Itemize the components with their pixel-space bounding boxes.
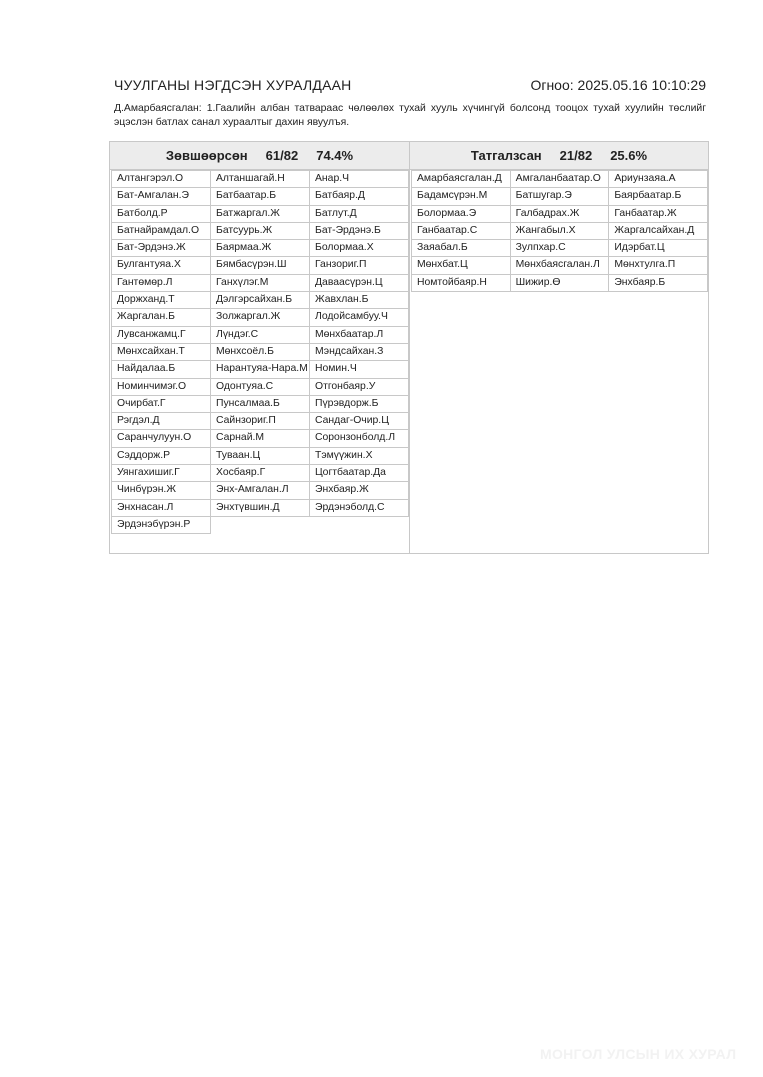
watermark: МОНГОЛ УЛСЫН ИХ ХУРАЛ [540, 1046, 737, 1062]
approve-name-cell: Саранчулуун.О [111, 429, 211, 447]
approve-name-cell: Найдалаа.Б [111, 360, 211, 378]
approve-label: Зөвшөөрсөн [165, 148, 248, 163]
approve-name-cell: Даваасүрэн.Ц [309, 274, 409, 292]
approve-name-cell: Батбаяр.Д [309, 187, 409, 205]
approve-name-cell: Сарнай.М [210, 429, 310, 447]
approve-name-cell: Лүндэг.С [210, 326, 310, 344]
approve-name-cell: Отгонбаяр.У [309, 378, 409, 396]
approve-name-cell: Батнайрамдал.О [111, 222, 211, 240]
header [114, 77, 706, 97]
reject-name-cell: Ариунзаяа.А [608, 170, 708, 188]
approve-name-cell: Нарантуяа-Нара.М [210, 360, 310, 378]
approve-name-cell: Рэгдэл.Д [111, 412, 211, 430]
approve-name-cell: Тэмүүжин.Х [309, 447, 409, 465]
reject-name-cell: Батшугар.Э [510, 187, 610, 205]
approve-name-cell: Сэддорж.Р [111, 447, 211, 465]
approve-name-cell: Бат-Амгалан.Э [111, 187, 211, 205]
approve-name-cell: Батжаргал.Ж [210, 205, 310, 223]
reject-name-cell: Жаргалсайхан.Д [608, 222, 708, 240]
approve-names-grid [111, 170, 408, 533]
approve-name-cell: Батбаатар.Б [210, 187, 310, 205]
approve-percent: 74.4% [316, 148, 354, 163]
approve-name-cell: Булгантуяа.Х [111, 256, 211, 274]
approve-count: 61/82 [265, 148, 299, 163]
reject-name-cell: Мөнхбаясгалан.Л [510, 256, 610, 274]
session-datetime: Огноо: 2025.05.16 10:10:29 [530, 77, 706, 93]
reject-name-cell: Ганбаатар.Ж [608, 205, 708, 223]
approve-name-cell: Сандаг-Очир.Ц [309, 412, 409, 430]
approve-name-cell: Пүрэвдорж.Б [309, 395, 409, 413]
reject-names-grid [411, 170, 707, 291]
session-title: ЧУУЛГАНЫ НЭГДСЭН ХУРАЛДААН [114, 77, 352, 93]
approve-name-cell: Ганхүлэг.М [210, 274, 310, 292]
reject-header [410, 142, 708, 170]
approve-name-cell: Гантөмөр.Л [111, 274, 211, 292]
approve-name-cell: Батболд.Р [111, 205, 211, 223]
approve-header [110, 142, 409, 170]
approve-name-cell: Энхтүвшин.Д [210, 499, 310, 517]
approve-name-cell: Бат-Эрдэнэ.Ж [111, 239, 211, 257]
approve-name-cell: Бат-Эрдэнэ.Б [309, 222, 409, 240]
reject-name-cell: Мөнхбат.Ц [411, 256, 511, 274]
approve-name-cell: Пунсалмаа.Б [210, 395, 310, 413]
approve-name-cell: Мөнхсоёл.Б [210, 343, 310, 361]
reject-percent: 25.6% [610, 148, 648, 163]
approve-name-cell: Бямбасүрэн.Ш [210, 256, 310, 274]
approve-name-cell: Энх-Амгалан.Л [210, 481, 310, 499]
approve-name-cell: Дэлгэрсайхан.Б [210, 291, 310, 309]
approve-name-cell: Номинчимэг.О [111, 378, 211, 396]
approve-name-cell: Одонтуяа.С [210, 378, 310, 396]
approve-name-cell: Энхбаяр.Ж [309, 481, 409, 499]
reject-name-cell: Заяабал.Б [411, 239, 511, 257]
approve-name-cell: Очирбат.Г [111, 395, 211, 413]
reject-name-cell: Амарбаясгалан.Д [411, 170, 511, 188]
reject-name-cell: Зулпхар.С [510, 239, 610, 257]
approve-name-cell: Энхнасан.Л [111, 499, 211, 517]
approve-name-cell: Туваан.Ц [210, 447, 310, 465]
approve-name-cell: Болормаа.Х [309, 239, 409, 257]
reject-panel [410, 141, 709, 554]
approve-name-cell: Соронзонболд.Л [309, 429, 409, 447]
reject-name-cell: Галбадрах.Ж [510, 205, 610, 223]
approve-name-cell: Алтангэрэл.О [111, 170, 211, 188]
approve-name-cell: Уянгахишиг.Г [111, 464, 211, 482]
approve-name-cell: Жавхлан.Б [309, 291, 409, 309]
approve-name-cell: Мөнхсайхан.Т [111, 343, 211, 361]
reject-name-cell: Болормаа.Э [411, 205, 511, 223]
approve-name-cell: Лувсанжамц.Г [111, 326, 211, 344]
approve-name-cell: Номин.Ч [309, 360, 409, 378]
approve-name-cell: Алтаншагай.Н [210, 170, 310, 188]
approve-name-cell: Эрдэнэболд.С [309, 499, 409, 517]
approve-name-cell: Батлут.Д [309, 205, 409, 223]
reject-name-cell: Номтойбаяр.Н [411, 274, 511, 292]
approve-name-cell: Жаргалан.Б [111, 308, 211, 326]
approve-name-cell: Сайнзориг.П [210, 412, 310, 430]
approve-name-cell: Цогтбаатар.Да [309, 464, 409, 482]
approve-name-cell: Эрдэнэбүрэн.Р [111, 516, 211, 534]
approve-name-cell: Батсуурь.Ж [210, 222, 310, 240]
reject-name-cell: Энхбаяр.Б [608, 274, 708, 292]
approve-panel [109, 141, 410, 554]
vote-description: Д.Амарбаясгалан: 1.Гаалийн албан татвараас чөлөөлөх тухай хууль хүчингүй болсонд тооцох тухай хуулийн төслийг эцэслэн батлах санал хураалтыг дахин явуулъя. [114, 103, 706, 128]
reject-name-cell: Идэрбат.Ц [608, 239, 708, 257]
approve-name-cell: Мэндсайхан.З [309, 343, 409, 361]
reject-name-cell: Бадамсүрэн.М [411, 187, 511, 205]
reject-name-cell: Баярбаатар.Б [608, 187, 708, 205]
approve-name-cell: Хосбаяр.Г [210, 464, 310, 482]
reject-label: Татгалзсан [470, 148, 542, 163]
approve-name-cell: Золжаргал.Ж [210, 308, 310, 326]
reject-name-cell: Ганбаатар.С [411, 222, 511, 240]
approve-name-cell: Мөнхбаатар.Л [309, 326, 409, 344]
reject-name-cell: Шижир.Ө [510, 274, 610, 292]
reject-name-cell: Жангабыл.Х [510, 222, 610, 240]
approve-name-cell: Баярмаа.Ж [210, 239, 310, 257]
approve-name-cell: Ганзориг.П [309, 256, 409, 274]
approve-name-cell: Чинбүрэн.Ж [111, 481, 211, 499]
reject-count: 21/82 [559, 148, 593, 163]
approve-name-cell: Лодойсамбуу.Ч [309, 308, 409, 326]
approve-name-cell: Анар.Ч [309, 170, 409, 188]
reject-name-cell: Амгаланбаатар.О [510, 170, 610, 188]
approve-name-cell: Доржханд.Т [111, 291, 211, 309]
reject-name-cell: Мөнхтулга.П [608, 256, 708, 274]
